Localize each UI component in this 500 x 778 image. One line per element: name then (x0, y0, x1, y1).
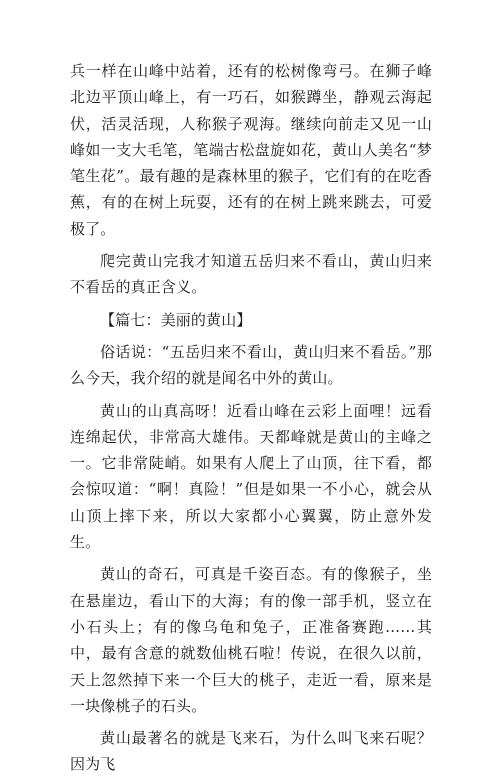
paragraph-monkey-watching-sea: 兵一样在山峰中站着，还有的松树像弯弓。在狮子峰北边平顶山峰上，有一巧石，如猴蹲坐，静观云海起伏，活灵活现，人称猴子观海。继续向前走又见一山峰如一支大毛笔，笔端古松盘旋如花，黄山人美名“梦笔生花”。最有趣的是森林里的猴子，它们有的在吃香蕉，有的在树上玩耍，还有的在树上跳来跳去，可爱极了。 (70, 62, 432, 238)
section-heading: 【篇七：美丽的黄山】 (100, 310, 252, 329)
paragraph-proverb-intro: 俗话说：“五岳归来不看山，黄山归来不看岳。”那么今天，我介绍的就是闻名中外的黄山。 (70, 342, 432, 388)
paragraph-strange-rocks: 黄山的奇石，可真是千姿百态。有的像猴子，坐在悬崖边，看山下的大海；有的像一部手机，竖立在小石头上；有的像乌龟和兔子，正准备赛跑……其中，最有含意的就数仙桃石啦！传说，在很久以前，天上忽然掉下来一个巨大的桃子，走近一看，原来是一块像桃子的石头。 (70, 565, 432, 715)
paragraph-true-meaning: 爬完黄山完我才知道五岳归来不看山，黄山归来不看岳的真正含义。 (70, 252, 432, 297)
paragraph-high-mountains: 黄山的山真高呀！近看山峰在云彩上面哩！远看连绵起伏，非常高大雄伟。天都峰就是黄山的主峰之一。它非常陡峭。如果有人爬上了山顶，往下看，都会惊叹道：“啊！真险！”但是如果一不小心，就会从山顶上摔下来，所以大家都小心翼翼，防止意外发生。 (70, 401, 432, 552)
paragraph-flying-rock: 黄山最著名的就是飞来石，为什么叫飞来石呢？因为飞 (70, 729, 432, 774)
